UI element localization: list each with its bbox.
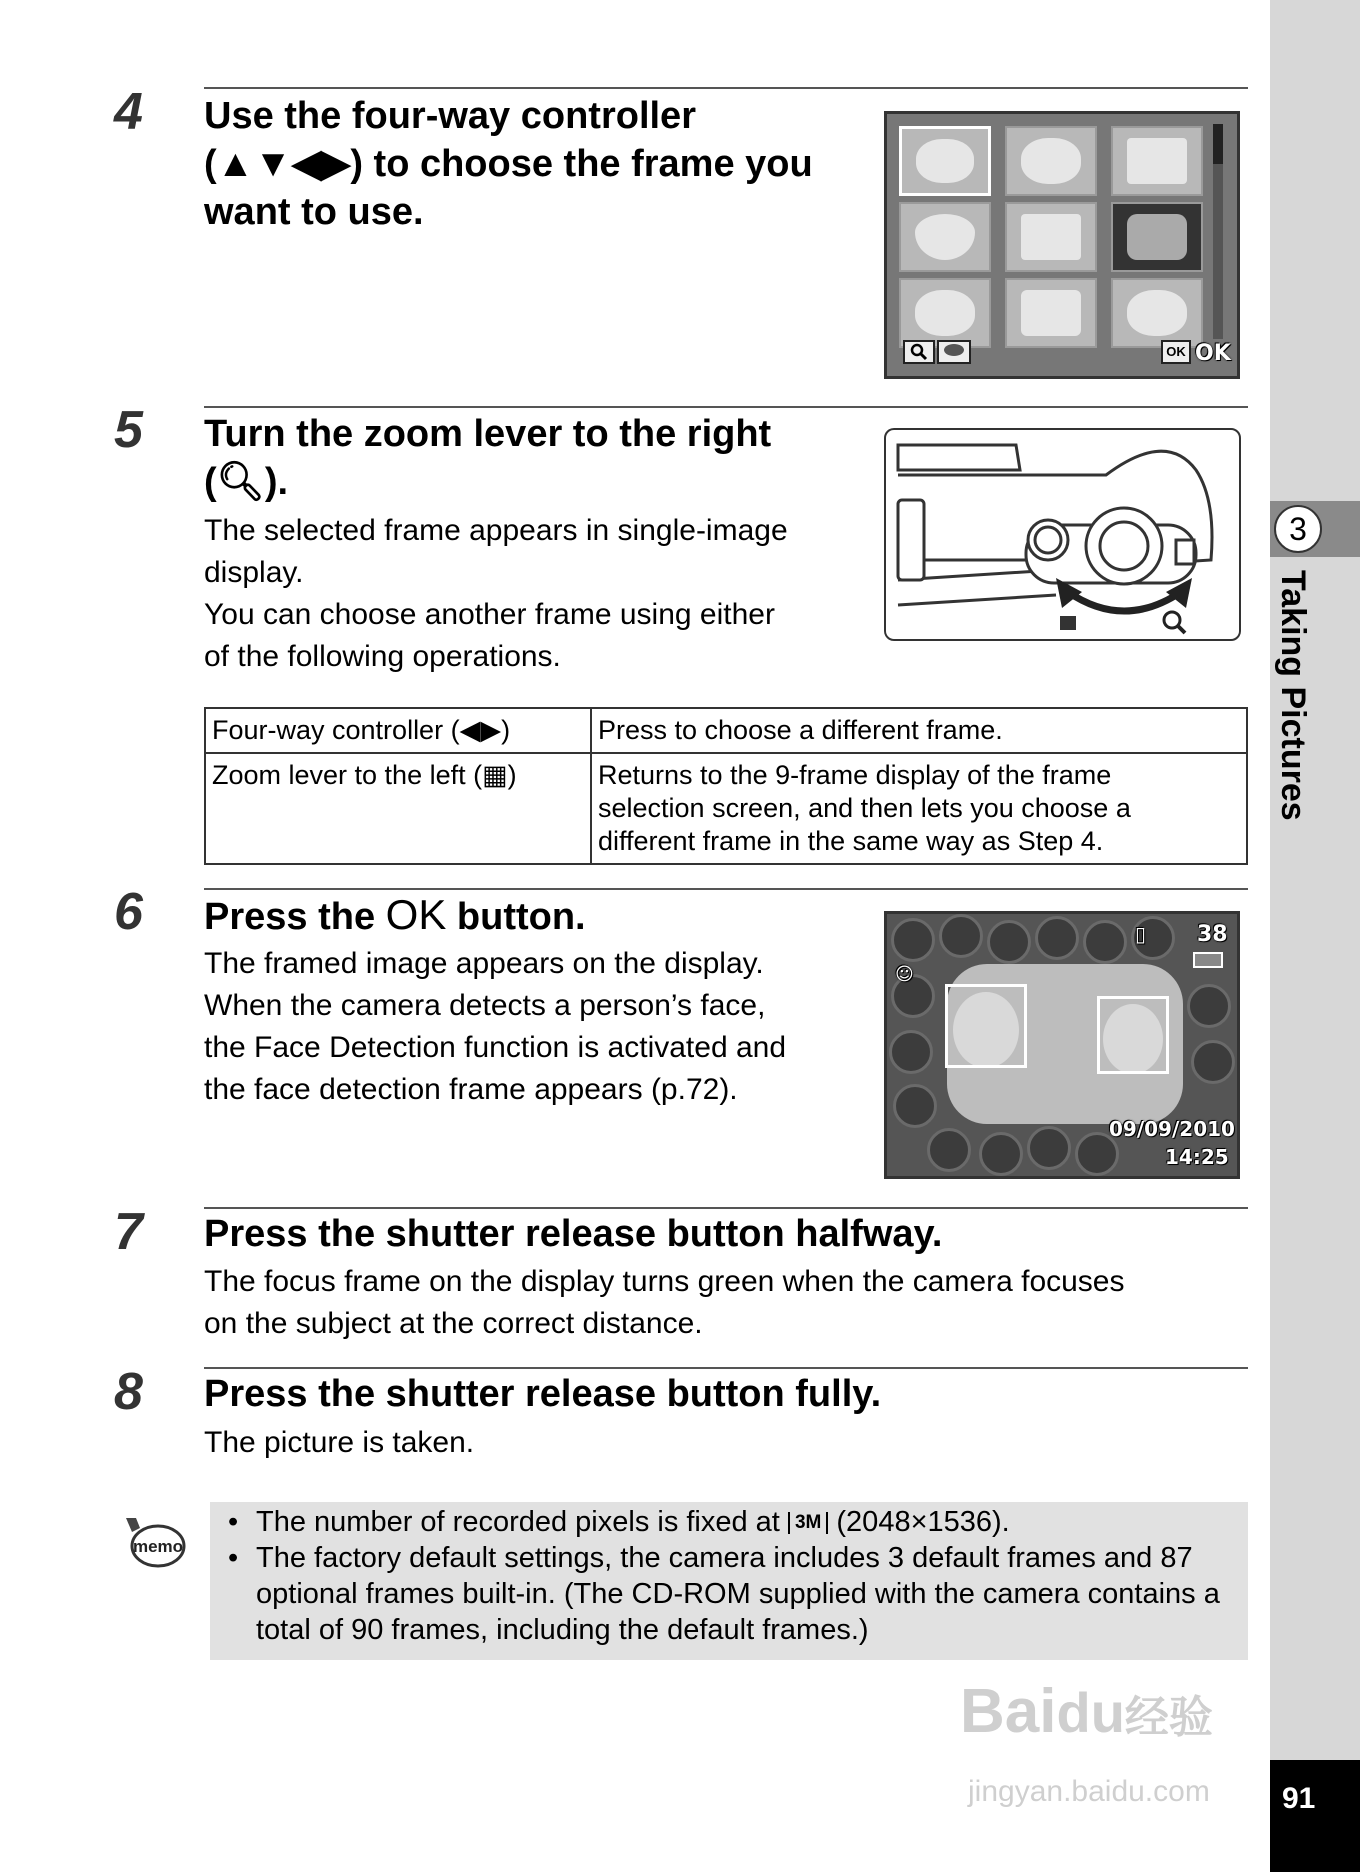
battery-icon [1193, 952, 1223, 968]
scrollbar [1213, 124, 1223, 339]
framed-photo-screen [884, 911, 1240, 1179]
frame-thumbnail [899, 278, 991, 348]
heading-line: Use the four-way controller [204, 95, 696, 137]
operations-table [204, 707, 1248, 865]
table-row [205, 753, 1247, 864]
table-row [205, 708, 1247, 753]
table-cell-description: Press to choose a different frame. [591, 708, 1247, 753]
body-line: The selected frame appears in single-image [204, 514, 788, 547]
frame-thumbnail [1005, 126, 1097, 196]
step-number: 8 [114, 1363, 141, 1421]
ok-button-icon: OK [1161, 340, 1191, 364]
face-detection-icon: ☺ [895, 964, 914, 985]
list-item: • The factory default settings, the camera includes 3 default frames and 87 optional frames built-in. (The CD-ROM supplied with the camera contains a total of 90 frames, including the default frames.) [224, 1540, 1244, 1648]
step-number: 5 [114, 401, 141, 459]
frame-thumbnail [1111, 126, 1203, 196]
step-heading: Press the OK button. [204, 891, 586, 938]
resolution-3m-icon: 3M [788, 1512, 828, 1534]
step-body [204, 510, 788, 678]
step-heading: Press the shutter release button fully. [204, 1373, 882, 1415]
table-cell-operation: Zoom lever to the left (▦) [205, 753, 591, 864]
frame-thumbnail-selected [899, 126, 991, 196]
frame-thumbnail [899, 202, 991, 272]
body-line: You can choose another frame using either [204, 598, 775, 631]
heading-line: Turn the zoom lever to the right [204, 413, 772, 455]
page-number: 91 [1270, 1760, 1360, 1872]
ok-glyph: OK [385, 891, 447, 938]
chapter-side-tab [1270, 0, 1360, 1872]
frame-thumbnail [1111, 278, 1203, 348]
body-line: When the camera detects a person’s face, [204, 989, 766, 1022]
step-heading [204, 410, 771, 506]
heading-line: (🔍︎). [204, 461, 289, 503]
heading-line: want to use. [204, 191, 424, 233]
memo-icon [122, 1514, 186, 1570]
zoom-icon [903, 340, 935, 364]
table-cell-operation: Four-way controller (◀▶) [205, 708, 591, 753]
step-body [204, 943, 786, 1111]
body-line: The framed image appears on the display. [204, 947, 764, 980]
step-heading: Press the shutter release button halfway. [204, 1213, 943, 1255]
chapter-title: Taking Pictures [1274, 570, 1312, 821]
step-number: 7 [114, 1203, 141, 1261]
chapter-number: 3 [1274, 505, 1322, 553]
step-divider [204, 406, 1248, 408]
time-display: 14:25 [1165, 1145, 1229, 1169]
body-line: the face detection frame appears (p.72). [204, 1073, 738, 1106]
memory-card-icon: ▯ [1135, 922, 1147, 946]
ok-label: OK [1195, 341, 1231, 366]
body-line: on the subject at the correct distance. [204, 1307, 703, 1340]
step-number: 6 [114, 883, 141, 941]
step-divider [204, 1207, 1248, 1209]
body-line: the Face Detection function is activated and [204, 1031, 787, 1064]
step-heading [204, 92, 813, 236]
frame-thumbnail [1005, 278, 1097, 348]
face-detection-frame [945, 984, 1027, 1068]
step-number: 4 [114, 83, 141, 141]
step-divider [204, 87, 1248, 89]
lever-icon [937, 340, 971, 364]
body-line: display. [204, 556, 304, 589]
watermark: Baidu经验 [960, 1677, 1213, 1746]
step-body: The picture is taken. [204, 1426, 475, 1459]
frame-selection-screen [884, 111, 1240, 379]
svg-text:memo: memo [132, 1537, 184, 1556]
face-detection-frame [1097, 996, 1169, 1074]
camera-top-illustration [884, 428, 1241, 641]
step-divider [204, 1367, 1248, 1369]
watermark-url: jingyan.baidu.com [968, 1775, 1210, 1808]
step-body [204, 1261, 1125, 1345]
step-divider [204, 888, 1248, 890]
table-cell-description: Returns to the 9-frame display of the frame selection screen, and then lets you choose a different frame in the same way as Step 4. [591, 753, 1247, 864]
date-display: 09/09/2010 [1109, 1117, 1235, 1141]
body-line: of the following operations. [204, 640, 561, 673]
frame-thumbnail [1005, 202, 1097, 272]
list-item: • The number of recorded pixels is fixed at 3M (2048×1536). [224, 1504, 1244, 1540]
remaining-shots: 38 [1197, 922, 1228, 947]
heading-line: (▲▼◀▶) to choose the frame you [204, 143, 813, 185]
memo-list [224, 1504, 1244, 1648]
frame-thumbnail [1111, 202, 1203, 272]
body-line: The focus frame on the display turns green when the camera focuses [204, 1265, 1125, 1298]
